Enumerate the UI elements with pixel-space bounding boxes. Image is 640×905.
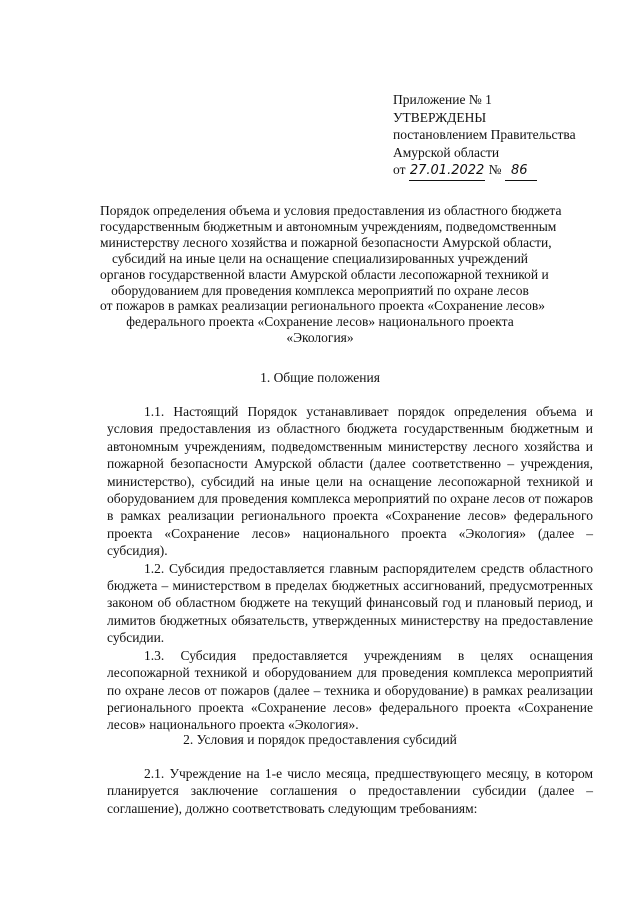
title-line: федерального проекта «Сохранение лесов» национального проекта <box>126 314 514 330</box>
document-title <box>100 203 562 346</box>
title-line: государственным бюджетным и автономным учреждениям, подведомственным <box>100 218 557 234</box>
handwritten-date: 27.01.2022 <box>409 162 485 181</box>
handwritten-number: 86 <box>505 162 538 181</box>
paragraph-1-3: 1.3. Субсидия предоставляется учреждениям в целях оснащения лесопожарной техникой и оборудованием для проведения комплекса мероприятий по охране лесов от пожаров (далее – техника и оборудование) в рамках реализации регионального проекта «Сохранение лесов» федерального проекта «Сохранение лесов» национального проекта «Экология». <box>107 647 593 733</box>
title-line: «Экология» <box>286 330 354 346</box>
approved-by-label: постановлением Правительства <box>393 127 576 142</box>
from-label: от <box>393 162 406 177</box>
date-number-line <box>393 161 613 181</box>
appendix-label: Приложение № 1 <box>393 92 492 107</box>
number-label: № <box>488 162 502 177</box>
paragraph-1-1: 1.1. Настоящий Порядок устанавливает порядок определения объема и условия предоставления из областного бюджета государственным бюджетным и автономным учреждениям, подведомственным министерству лесного хозяйства и пожарной безопасности Амурской области (далее соответственно – учреждения, министерство), субсидий на иные цели на оснащение лесопожарной техникой и оборудованием для проведения комплекса мероприятий по охране лесов от пожаров в рамках реализации регионального проекта «Сохранение лесов» федерального проекта «Сохранение лесов» национального проекта «Экология» (далее – субсидия). <box>107 404 593 559</box>
title-line: субсидий на иные цели на оснащение специализированных учреждений <box>111 250 529 266</box>
region-label: Амурской области <box>393 144 500 160</box>
paragraph-1-2: 1.2. Субсидия предоставляется главным распорядителем средств областного бюджета – министерством в пределах бюджетных ассигнований, предусмотренных законом об областном бюджете на текущий финансовый год и плановый период, и лимитов бюджетных обязательств, утвержденных министерству на предоставление субсидии. <box>107 560 593 646</box>
section-2-heading: 2. Условия и порядок предоставления субсидий <box>183 732 457 747</box>
title-line: оборудованием для проведения комплекса мероприятий по охране лесов <box>111 282 529 298</box>
approval-block <box>393 91 613 181</box>
title-line: органов государственной власти Амурской области лесопожарной техникой и <box>100 266 549 282</box>
approved-label: УТВЕРЖДЕНЫ <box>393 109 487 125</box>
title-line: Порядок определения объема и условия предоставления из областного бюджета <box>100 203 562 218</box>
title-line: от пожаров в рамках реализации регионального проекта «Сохранение лесов» <box>100 298 546 314</box>
section-1-heading: 1. Общие положения <box>260 370 380 385</box>
section-1-body <box>107 403 593 734</box>
section-2-body <box>107 765 593 817</box>
paragraph-2-1: 2.1. Учреждение на 1-е число месяца, предшествующего месяцу, в котором планируется заключение соглашения о предоставлении субсидии (далее – соглашение), должно соответствовать следующим требованиям: <box>107 766 593 816</box>
title-line: министерству лесного хозяйства и пожарной безопасности Амурской области, <box>100 234 552 250</box>
